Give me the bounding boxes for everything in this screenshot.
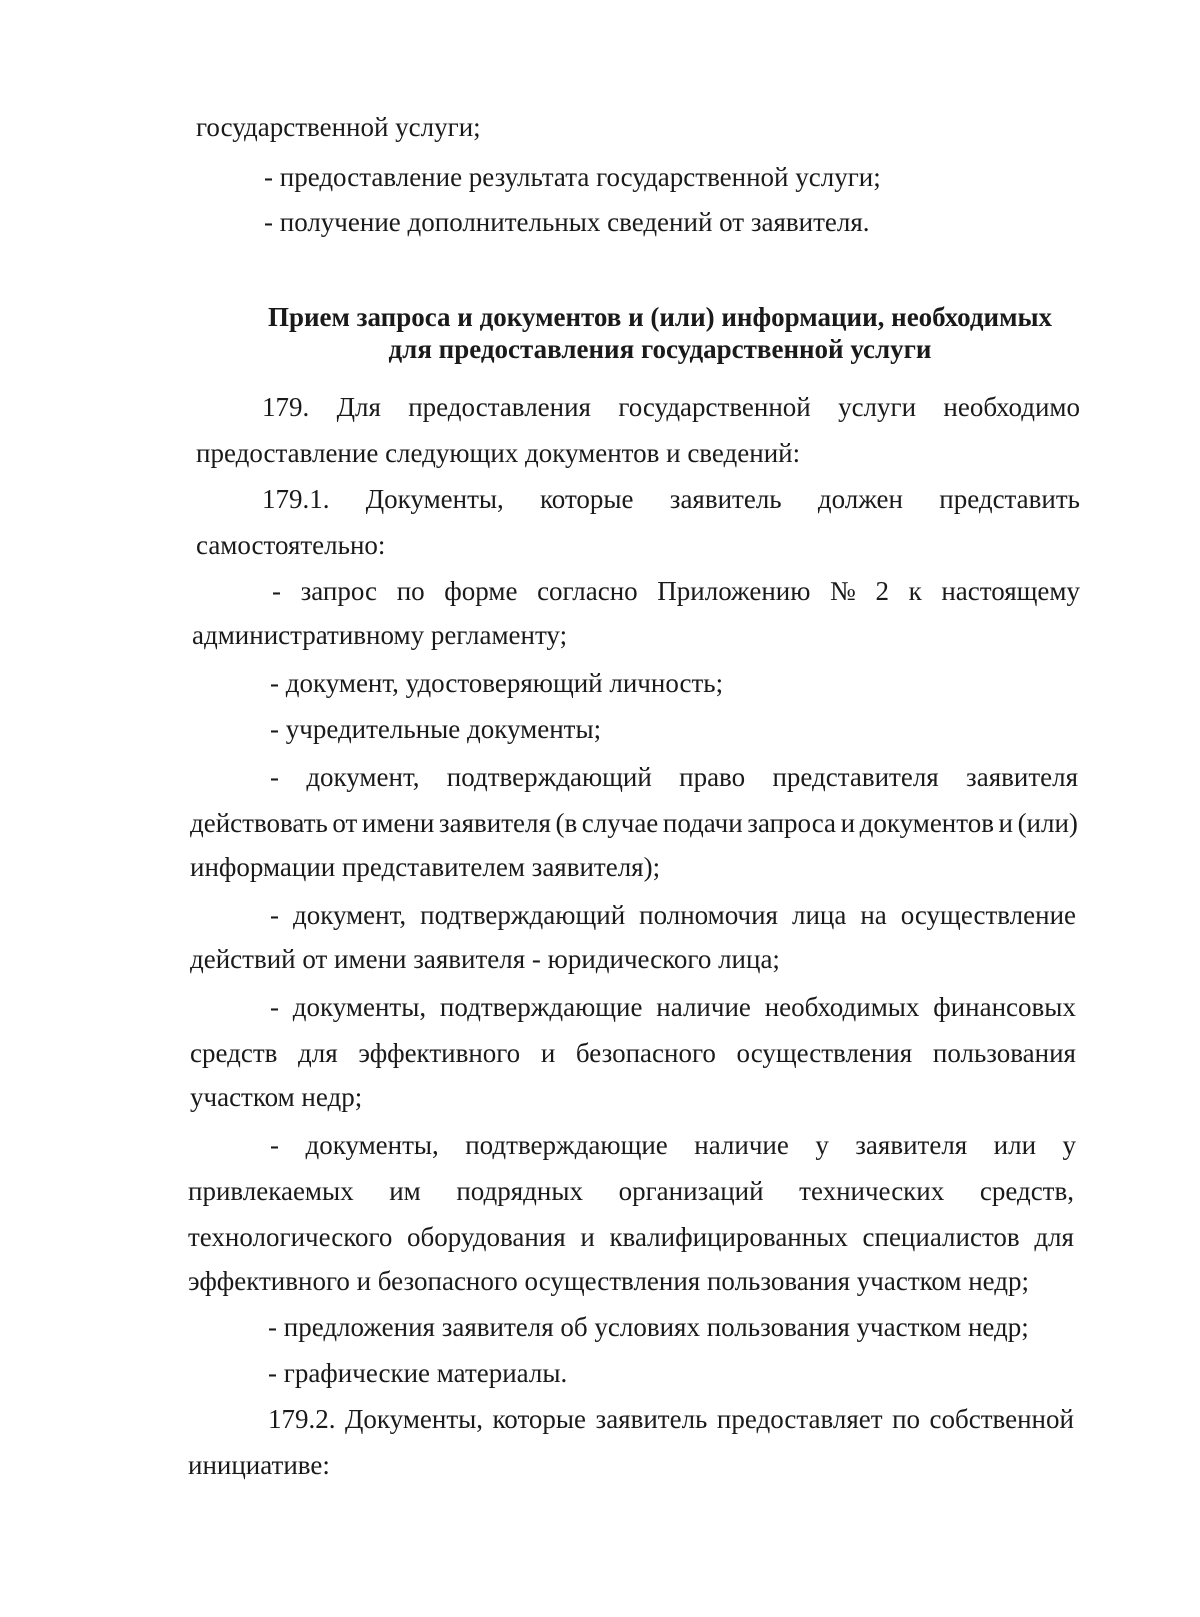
list-item-authority-line-1 bbox=[270, 898, 1076, 932]
word: подачи bbox=[662, 808, 743, 838]
word: документ, bbox=[306, 762, 420, 792]
word: собственной bbox=[929, 1404, 1074, 1434]
word: подтверждающие bbox=[465, 1130, 668, 1160]
list-item-request-line-1 bbox=[272, 574, 1080, 608]
word: необходимых bbox=[764, 992, 920, 1022]
word: заявителя bbox=[966, 762, 1078, 792]
list-item-authority-line-2: действий от имени заявителя - юридического лица; bbox=[190, 944, 780, 974]
word: средств, bbox=[979, 1176, 1074, 1206]
word: специалистов bbox=[862, 1222, 1020, 1252]
word: для bbox=[298, 1038, 338, 1068]
word: - bbox=[272, 576, 281, 606]
word: лица bbox=[791, 900, 847, 930]
word: должен bbox=[817, 484, 903, 514]
word: средств bbox=[190, 1038, 278, 1068]
word: технологического bbox=[188, 1222, 393, 1252]
word: 2 bbox=[875, 576, 889, 606]
word: осуществления bbox=[736, 1038, 913, 1068]
list-item: - документ, удостоверяющий личность; bbox=[270, 668, 724, 698]
list-item-representative-line-3: информации представителем заявителя); bbox=[190, 852, 661, 882]
word: подтверждающие bbox=[439, 992, 643, 1022]
word: имени bbox=[361, 808, 435, 838]
word: заявителя bbox=[438, 808, 551, 838]
list-item-tech-line-4: эффективного и безопасного осуществления пользования участком недр; bbox=[188, 1266, 1030, 1296]
word: предоставляет bbox=[716, 1404, 883, 1434]
word: подтверждающий bbox=[446, 762, 652, 792]
list-item-finance-line-3: участком недр; bbox=[190, 1082, 363, 1112]
word: подтверждающий bbox=[420, 900, 626, 930]
word: право bbox=[679, 762, 746, 792]
word: документы, bbox=[292, 992, 427, 1022]
section-heading-line-2: для предоставления государственной услуги bbox=[388, 334, 932, 364]
word: безопасного bbox=[575, 1038, 716, 1068]
word: эффективного bbox=[358, 1038, 521, 1068]
paragraph-179-2-line-2: инициативе: bbox=[188, 1450, 330, 1480]
list-item: - получение дополнительных сведений от заявителя. bbox=[264, 207, 870, 237]
word: случае bbox=[581, 808, 659, 838]
list-item-request-line-2: административному регламенту; bbox=[192, 620, 568, 650]
list-item: - учредительные документы; bbox=[270, 714, 602, 744]
word: представителя bbox=[772, 762, 939, 792]
word: - bbox=[270, 1130, 279, 1160]
list-item-tech-line-3 bbox=[188, 1220, 1074, 1254]
word: согласно bbox=[537, 576, 638, 606]
list-item-finance-line-1 bbox=[270, 990, 1076, 1024]
word: предоставления bbox=[408, 392, 591, 422]
word: заявитель bbox=[595, 1404, 708, 1434]
word: и bbox=[540, 1038, 556, 1068]
word: технических bbox=[799, 1176, 945, 1206]
word: к bbox=[908, 576, 922, 606]
word: - bbox=[270, 992, 279, 1022]
word: пользования bbox=[932, 1038, 1076, 1068]
word: и bbox=[840, 808, 856, 838]
list-item-representative-line-1 bbox=[270, 760, 1078, 794]
list-item-representative-line-2 bbox=[190, 806, 1078, 840]
word: 179.1. bbox=[262, 484, 330, 514]
word: осуществление bbox=[900, 900, 1076, 930]
paragraph-179-2-line-1 bbox=[268, 1402, 1074, 1436]
word: 179. bbox=[262, 392, 310, 422]
list-item: - графические материалы. bbox=[268, 1358, 568, 1388]
word: наличие bbox=[656, 992, 751, 1022]
word: от bbox=[332, 808, 358, 838]
word: которые bbox=[492, 1404, 587, 1434]
word: 179.2. bbox=[268, 1404, 336, 1434]
word: и bbox=[580, 1222, 595, 1252]
word: подрядных bbox=[456, 1176, 584, 1206]
word: настоящему bbox=[941, 576, 1080, 606]
word: документы, bbox=[305, 1130, 439, 1160]
word: квалифицированных bbox=[609, 1222, 848, 1252]
text-line: государственной услуги; bbox=[196, 112, 481, 142]
word: государственной bbox=[618, 392, 811, 422]
paragraph-179-line-1 bbox=[262, 390, 1080, 424]
word: (в bbox=[555, 808, 578, 838]
word: наличие bbox=[694, 1130, 789, 1160]
word: документов bbox=[859, 808, 994, 838]
word: которые bbox=[540, 484, 634, 514]
word: или bbox=[993, 1130, 1037, 1160]
word: услуги bbox=[838, 392, 917, 422]
paragraph-179-1-line-1 bbox=[262, 482, 1080, 516]
list-item: - предложения заявителя об условиях пользования участком недр; bbox=[268, 1312, 1029, 1342]
word: представить bbox=[939, 484, 1080, 514]
word: - bbox=[270, 762, 279, 792]
word: форме bbox=[444, 576, 518, 606]
word: заявитель bbox=[669, 484, 782, 514]
word: по bbox=[396, 576, 425, 606]
word: заявителя bbox=[855, 1130, 968, 1160]
word: Приложению bbox=[657, 576, 811, 606]
list-item: - предоставление результата государственной услуги; bbox=[264, 162, 881, 192]
word: у bbox=[815, 1130, 829, 1160]
word: (или) bbox=[1017, 808, 1078, 838]
word: привлекаемых bbox=[188, 1176, 354, 1206]
list-item-tech-line-1 bbox=[270, 1128, 1076, 1162]
paragraph-179-1-line-2: самостоятельно: bbox=[196, 530, 386, 560]
list-item-finance-line-2 bbox=[190, 1036, 1076, 1070]
paragraph-179-line-2: предоставление следующих документов и сведений: bbox=[196, 438, 801, 468]
word: и bbox=[998, 808, 1013, 838]
word: на bbox=[860, 900, 887, 930]
word: необходимо bbox=[943, 392, 1080, 422]
word: запроса bbox=[747, 808, 837, 838]
word: оборудования bbox=[407, 1222, 566, 1252]
word: Документы, bbox=[345, 1404, 484, 1434]
section-heading-line-1: Прием запроса и документов и (или) информации, необходимых bbox=[267, 302, 1053, 332]
word: финансовых bbox=[933, 992, 1076, 1022]
word: для bbox=[1034, 1222, 1074, 1252]
word: им bbox=[389, 1176, 421, 1206]
word: - bbox=[270, 900, 279, 930]
word: организаций bbox=[618, 1176, 764, 1206]
word: по bbox=[892, 1404, 921, 1434]
word: Для bbox=[336, 392, 381, 422]
word: № bbox=[830, 576, 856, 606]
word: документ, bbox=[292, 900, 407, 930]
word: у bbox=[1062, 1130, 1076, 1160]
word: действовать bbox=[190, 808, 328, 838]
word: запрос bbox=[300, 576, 378, 606]
word: полномочия bbox=[639, 900, 778, 930]
word: Документы, bbox=[365, 484, 504, 514]
list-item-tech-line-2 bbox=[188, 1174, 1074, 1208]
